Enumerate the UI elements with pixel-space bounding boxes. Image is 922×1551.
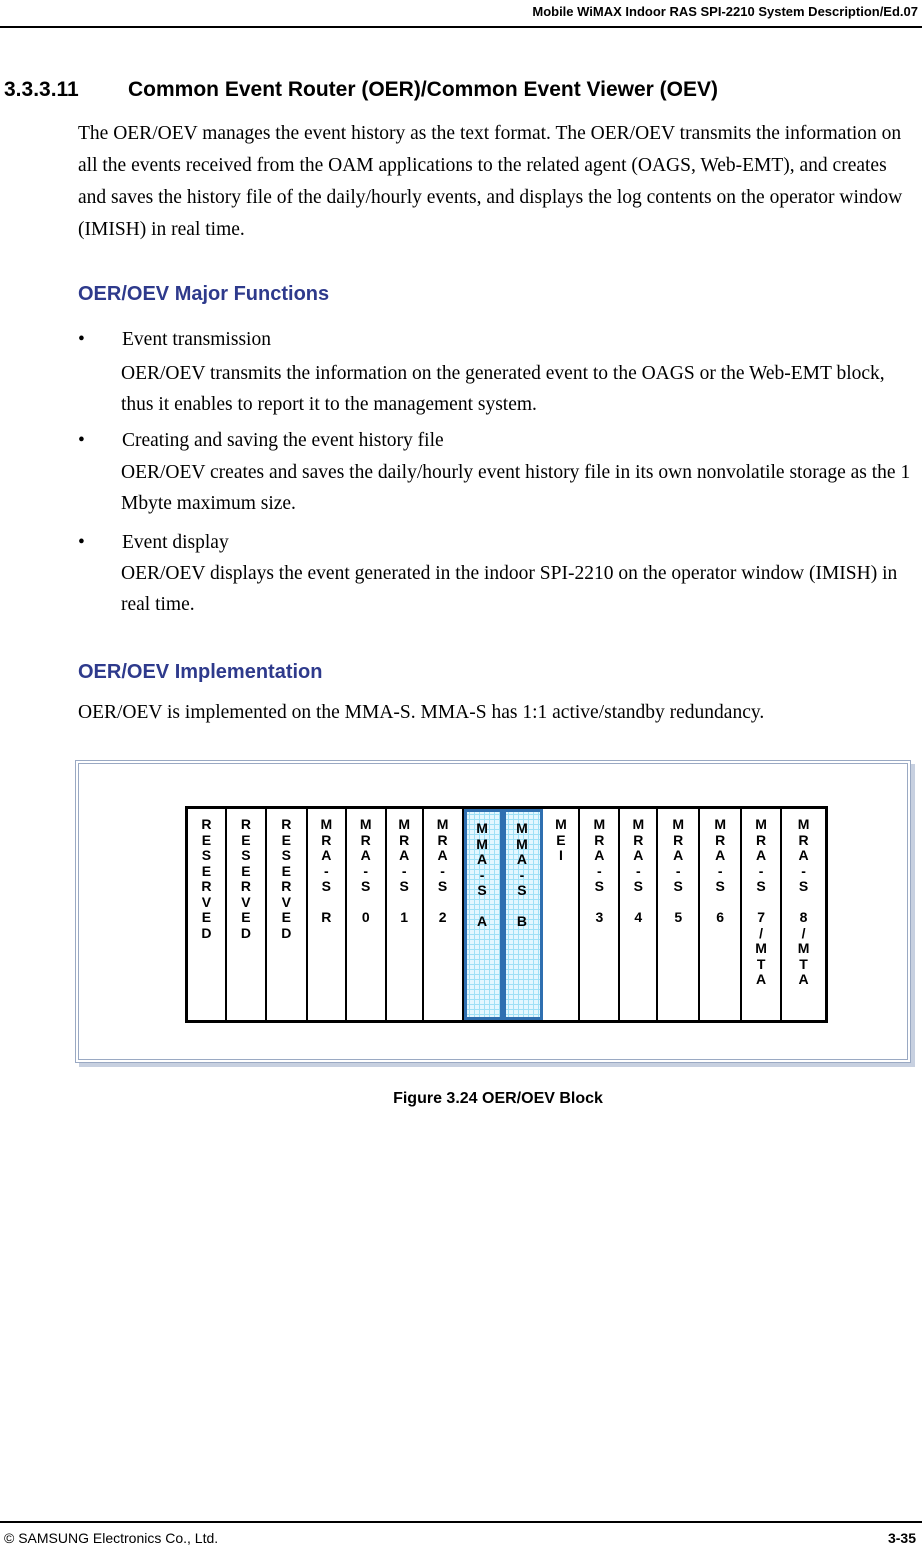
slot-card	[424, 809, 464, 1020]
slot-label-char: R	[715, 831, 726, 848]
slot-card-highlighted	[503, 809, 544, 1020]
slot-label-char: 4	[634, 909, 643, 925]
slot-label-char: -	[801, 862, 806, 879]
slot-label-char: 2	[438, 909, 447, 925]
slot-label-char: S	[281, 847, 292, 863]
slot-label-char: S	[201, 847, 212, 863]
slot-label-char: R	[240, 816, 251, 832]
slot-label-char: A	[594, 847, 605, 863]
slot-label-char: M	[755, 940, 767, 956]
bullet-description: OER/OEV displays the event generated in the indoor SPI-2210 on the operator window (IMISH) in real time.	[121, 563, 898, 615]
slot-label-char: S	[477, 882, 487, 898]
slot-label-char: M	[436, 816, 449, 832]
slot-card	[543, 809, 580, 1020]
slot-label-char: M	[797, 940, 810, 956]
shelf-slot-diagram	[185, 806, 828, 1023]
slot-label-char: A	[633, 847, 644, 863]
slot-card	[308, 809, 347, 1020]
slot-card	[700, 809, 742, 1020]
slot-label-char: M	[755, 816, 767, 832]
slot-label-char: M	[516, 835, 528, 852]
slot-label-char: S	[361, 878, 371, 894]
slot-card	[782, 809, 825, 1020]
slot-label-char: R	[201, 878, 212, 894]
slot-label-char: V	[281, 893, 292, 910]
slot-label-char: -	[479, 866, 485, 883]
slot-label-char: M	[398, 816, 410, 832]
slot-label-char: E	[281, 831, 292, 848]
page-number: 3-35	[887, 1530, 916, 1546]
slot-label-char: E	[201, 909, 212, 925]
slot-label-char: R	[321, 831, 332, 848]
slot-label-char: M	[672, 816, 685, 832]
slot-label-char: V	[201, 893, 212, 910]
slot-label-char: M	[555, 816, 567, 832]
slot-label-char: V	[241, 893, 251, 910]
slot-label-char: 3	[595, 909, 604, 925]
slot-label-char: S	[715, 878, 725, 894]
slot-label-char: D	[240, 924, 251, 941]
slot-label-char: B	[516, 913, 528, 929]
slot-label-char: M	[359, 816, 372, 832]
slot-label-char: A	[756, 971, 767, 987]
slot-label-char: -	[519, 866, 525, 883]
slot-label-char: -	[597, 862, 602, 879]
slot-label-char: R	[633, 831, 644, 848]
slot-label-char: T	[799, 955, 808, 972]
footer-divider	[0, 1521, 922, 1523]
bullet-title: Event transmission	[122, 329, 271, 350]
slot-label-char: S	[633, 878, 643, 894]
slot-card	[227, 809, 267, 1020]
slot-label-char: 7	[757, 909, 765, 925]
slot-label-char: E	[241, 862, 251, 879]
implementation-heading: OER/OEV Implementation	[78, 661, 323, 683]
slot-label-char: E	[241, 909, 251, 925]
slot-label-char: S	[241, 847, 251, 863]
slot-label-char: A	[756, 847, 767, 863]
slot-label-char: S	[798, 878, 809, 894]
slot-label-char: A	[476, 851, 488, 867]
slot-label-char: /	[801, 924, 806, 941]
slot-label-char: -	[323, 862, 329, 879]
slot-label-char: M	[320, 816, 333, 832]
slot-label-char: A	[399, 847, 410, 863]
slot-label-char: E	[201, 831, 212, 848]
slot-label-char: I	[558, 847, 563, 863]
slot-label-char: M	[516, 820, 528, 836]
slot-label-char: A	[321, 847, 332, 863]
slot-label-char: -	[717, 862, 723, 879]
slot-label-char: A	[476, 913, 488, 929]
bullet-item	[78, 428, 444, 454]
slot-label-char: 0	[361, 909, 370, 925]
slot-card	[267, 809, 308, 1020]
slot-card	[742, 809, 782, 1020]
intro-paragraph: The OER/OEV manages the event history as the text format. The OER/OEV transmits the information on all the events received from the OAM applications to the related agent (OAGS, Web-EMT), and creates and saves the history file of the daily/hourly events, and displays the log contents on the operator window (IMISH) in real time.	[78, 123, 903, 240]
slot-label-char: D	[201, 924, 212, 941]
slot-label-char: S	[321, 878, 331, 894]
bullet-item	[78, 530, 229, 556]
slot-label-char: -	[363, 862, 369, 879]
slot-label-char: D	[281, 924, 292, 941]
slot-label-char: R	[798, 831, 809, 848]
bullet-symbol: •	[78, 532, 85, 553]
bullet-item	[78, 327, 271, 353]
slot-label-char: -	[758, 862, 764, 879]
slot-label-char: E	[241, 831, 251, 848]
slot-label-char: R	[437, 831, 448, 848]
slot-label-char: S	[673, 878, 683, 894]
slot-label-char: R	[201, 816, 212, 832]
slot-card-highlighted	[464, 809, 503, 1020]
bullet-description: OER/OEV creates and saves the daily/hourly event history file in its own nonvolatile storage as the 1 Mbyte maximum size.	[121, 462, 911, 514]
slot-label-char: R	[756, 831, 767, 848]
slot-label-char: -	[440, 862, 445, 879]
slot-label-char: S	[437, 878, 448, 894]
functions-heading: OER/OEV Major Functions	[78, 283, 330, 305]
section-number: 3.3.3.11	[4, 78, 79, 101]
bullet-symbol: •	[78, 329, 85, 350]
slot-label-char: A	[360, 847, 371, 863]
slot-label-char: E	[281, 909, 292, 925]
slot-card	[188, 809, 227, 1020]
footer-copyright: © SAMSUNG Electronics Co., Ltd.	[4, 1530, 219, 1546]
slot-label-char: R	[240, 878, 251, 894]
slot-label-char: M	[632, 816, 645, 832]
slot-label-char: 6	[716, 909, 725, 925]
slot-label-char: M	[476, 820, 488, 836]
slot-label-char: S	[594, 878, 605, 894]
slot-label-char: E	[556, 831, 566, 848]
slot-card	[580, 809, 620, 1020]
slot-label-char: S	[517, 882, 527, 898]
running-header: Mobile WiMAX Indoor RAS SPI-2210 System Description/Ed.07	[532, 4, 918, 19]
slot-label-char: A	[715, 847, 726, 863]
slot-card	[658, 809, 700, 1020]
slot-card	[347, 809, 387, 1020]
slot-label-char: S	[399, 878, 409, 894]
header-divider	[0, 26, 922, 28]
slot-label-char: /	[759, 924, 764, 941]
slot-card	[620, 809, 658, 1020]
slot-label-char: R	[321, 909, 332, 925]
slot-label-char: -	[635, 862, 641, 879]
slot-label-char: M	[714, 816, 726, 832]
section-title: Common Event Router (OER)/Common Event Viewer (OEV)	[128, 78, 719, 101]
bullet-title: Creating and saving the event history file	[122, 430, 444, 451]
slot-label-char: R	[360, 831, 371, 848]
slot-label-char: R	[594, 831, 605, 848]
slot-label-char: A	[673, 847, 684, 863]
slot-label-char: R	[281, 878, 292, 894]
slot-label-char: M	[593, 816, 606, 832]
slot-label-char: R	[399, 831, 410, 848]
slot-label-char: 1	[400, 909, 409, 925]
slot-label-char: M	[797, 816, 810, 832]
bullet-title: Event display	[122, 532, 229, 553]
slot-label-char: S	[756, 878, 766, 894]
section-heading	[4, 78, 718, 102]
slot-label-char: R	[281, 816, 292, 832]
slot-label-char: A	[437, 847, 448, 863]
slot-label-char: E	[201, 862, 212, 879]
slot-label-char: -	[401, 862, 407, 879]
slot-label-char: A	[798, 847, 809, 863]
slot-label-char: A	[516, 851, 528, 867]
slot-label-char: A	[798, 971, 809, 987]
slot-card	[387, 809, 424, 1020]
slot-label-char: E	[281, 862, 292, 879]
bullet-symbol: •	[78, 430, 85, 451]
implementation-paragraph: OER/OEV is implemented on the MMA-S. MMA-S has 1:1 active/standby redundancy.	[78, 702, 765, 723]
slot-label-char: M	[476, 835, 488, 852]
slot-label-char: T	[756, 955, 766, 972]
slot-label-char: 8	[799, 909, 808, 925]
slot-label-char: R	[673, 831, 684, 848]
figure-caption: Figure 3.24 OER/OEV Block	[393, 1090, 603, 1107]
slot-label-char: 5	[674, 909, 683, 925]
bullet-description: OER/OEV transmits the information on the generated event to the OAGS or the Web-EMT block, thus it enables to report it to the management system.	[121, 363, 885, 415]
slot-label-char: -	[675, 862, 681, 879]
